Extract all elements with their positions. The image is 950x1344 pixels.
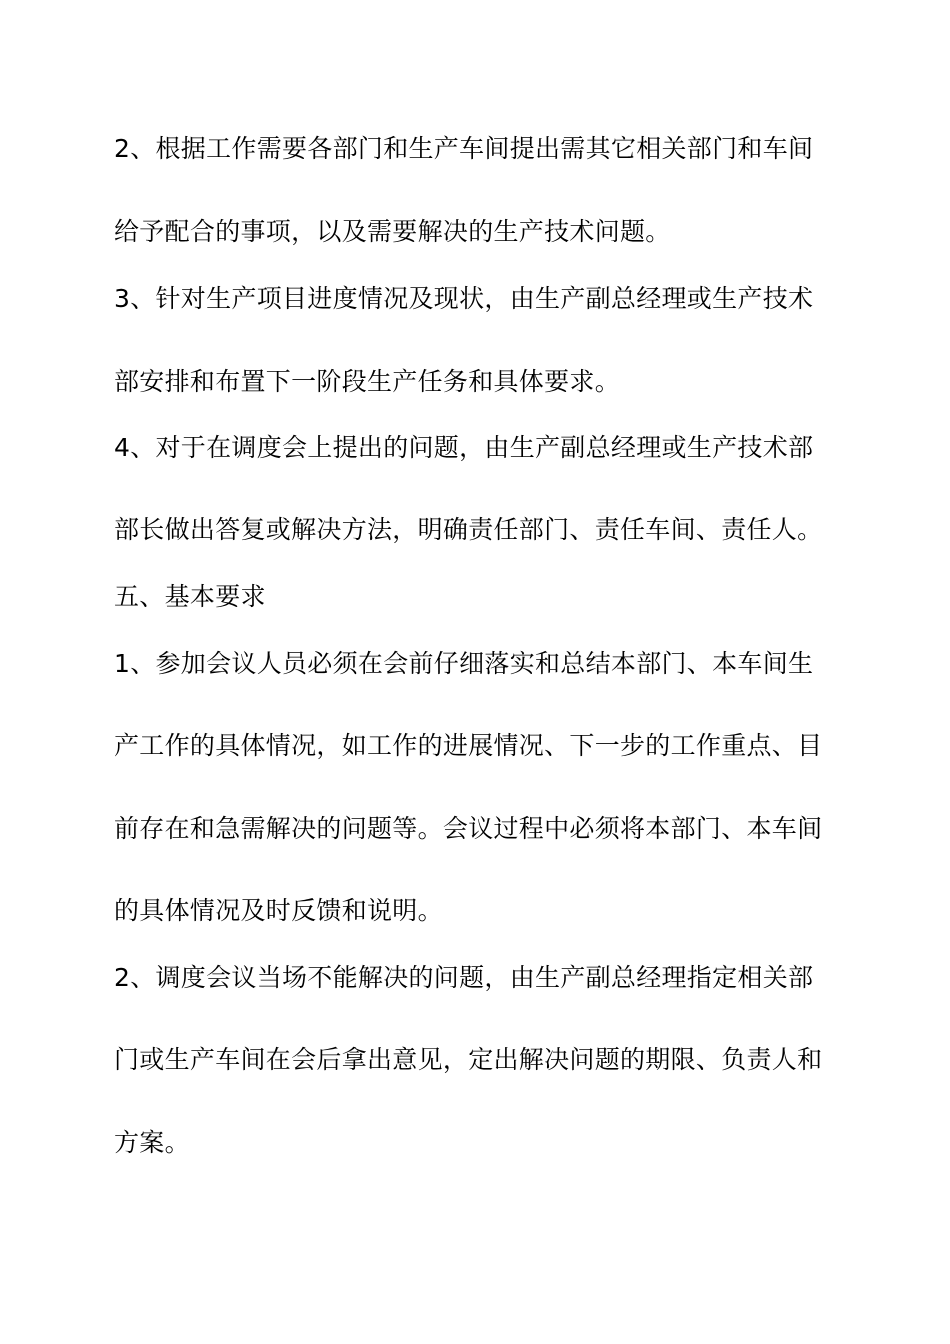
text-line-8: 1、参加会议人员必须在会前仔细落实和总结本部门、本车间生 [114, 649, 814, 678]
text-line-3: 3、针对生产项目进度情况及现状，由生产副总经理或生产技术 [114, 284, 814, 313]
text-line-6: 部长做出答复或解决方法，明确责任部门、责任车间、责任人。 [114, 515, 823, 544]
section-heading: 五、基本要求 [114, 582, 266, 611]
text-line-4: 部安排和布置下一阶段生产任务和具体要求。 [114, 367, 621, 396]
text-line-9: 产工作的具体情况，如工作的进展情况、下一步的工作重点、目 [114, 731, 823, 760]
text-line-13: 门或生产车间在会后拿出意见，定出解决问题的期限、负责人和 [114, 1045, 823, 1074]
text-line-2: 给予配合的事项，以及需要解决的生产技术问题。 [114, 217, 671, 246]
text-line-5: 4、对于在调度会上提出的问题，由生产副总经理或生产技术部 [114, 433, 814, 462]
text-line-1: 2、根据工作需要各部门和生产车间提出需其它相关部门和车间 [114, 134, 814, 163]
text-line-12: 2、调度会议当场不能解决的问题，由生产副总经理指定相关部 [114, 963, 814, 992]
text-line-14: 方案。 [114, 1128, 190, 1157]
text-line-10: 前存在和急需解决的问题等。会议过程中必须将本部门、本车间 [114, 814, 823, 843]
text-line-11: 的具体情况及时反馈和说明。 [114, 896, 443, 925]
